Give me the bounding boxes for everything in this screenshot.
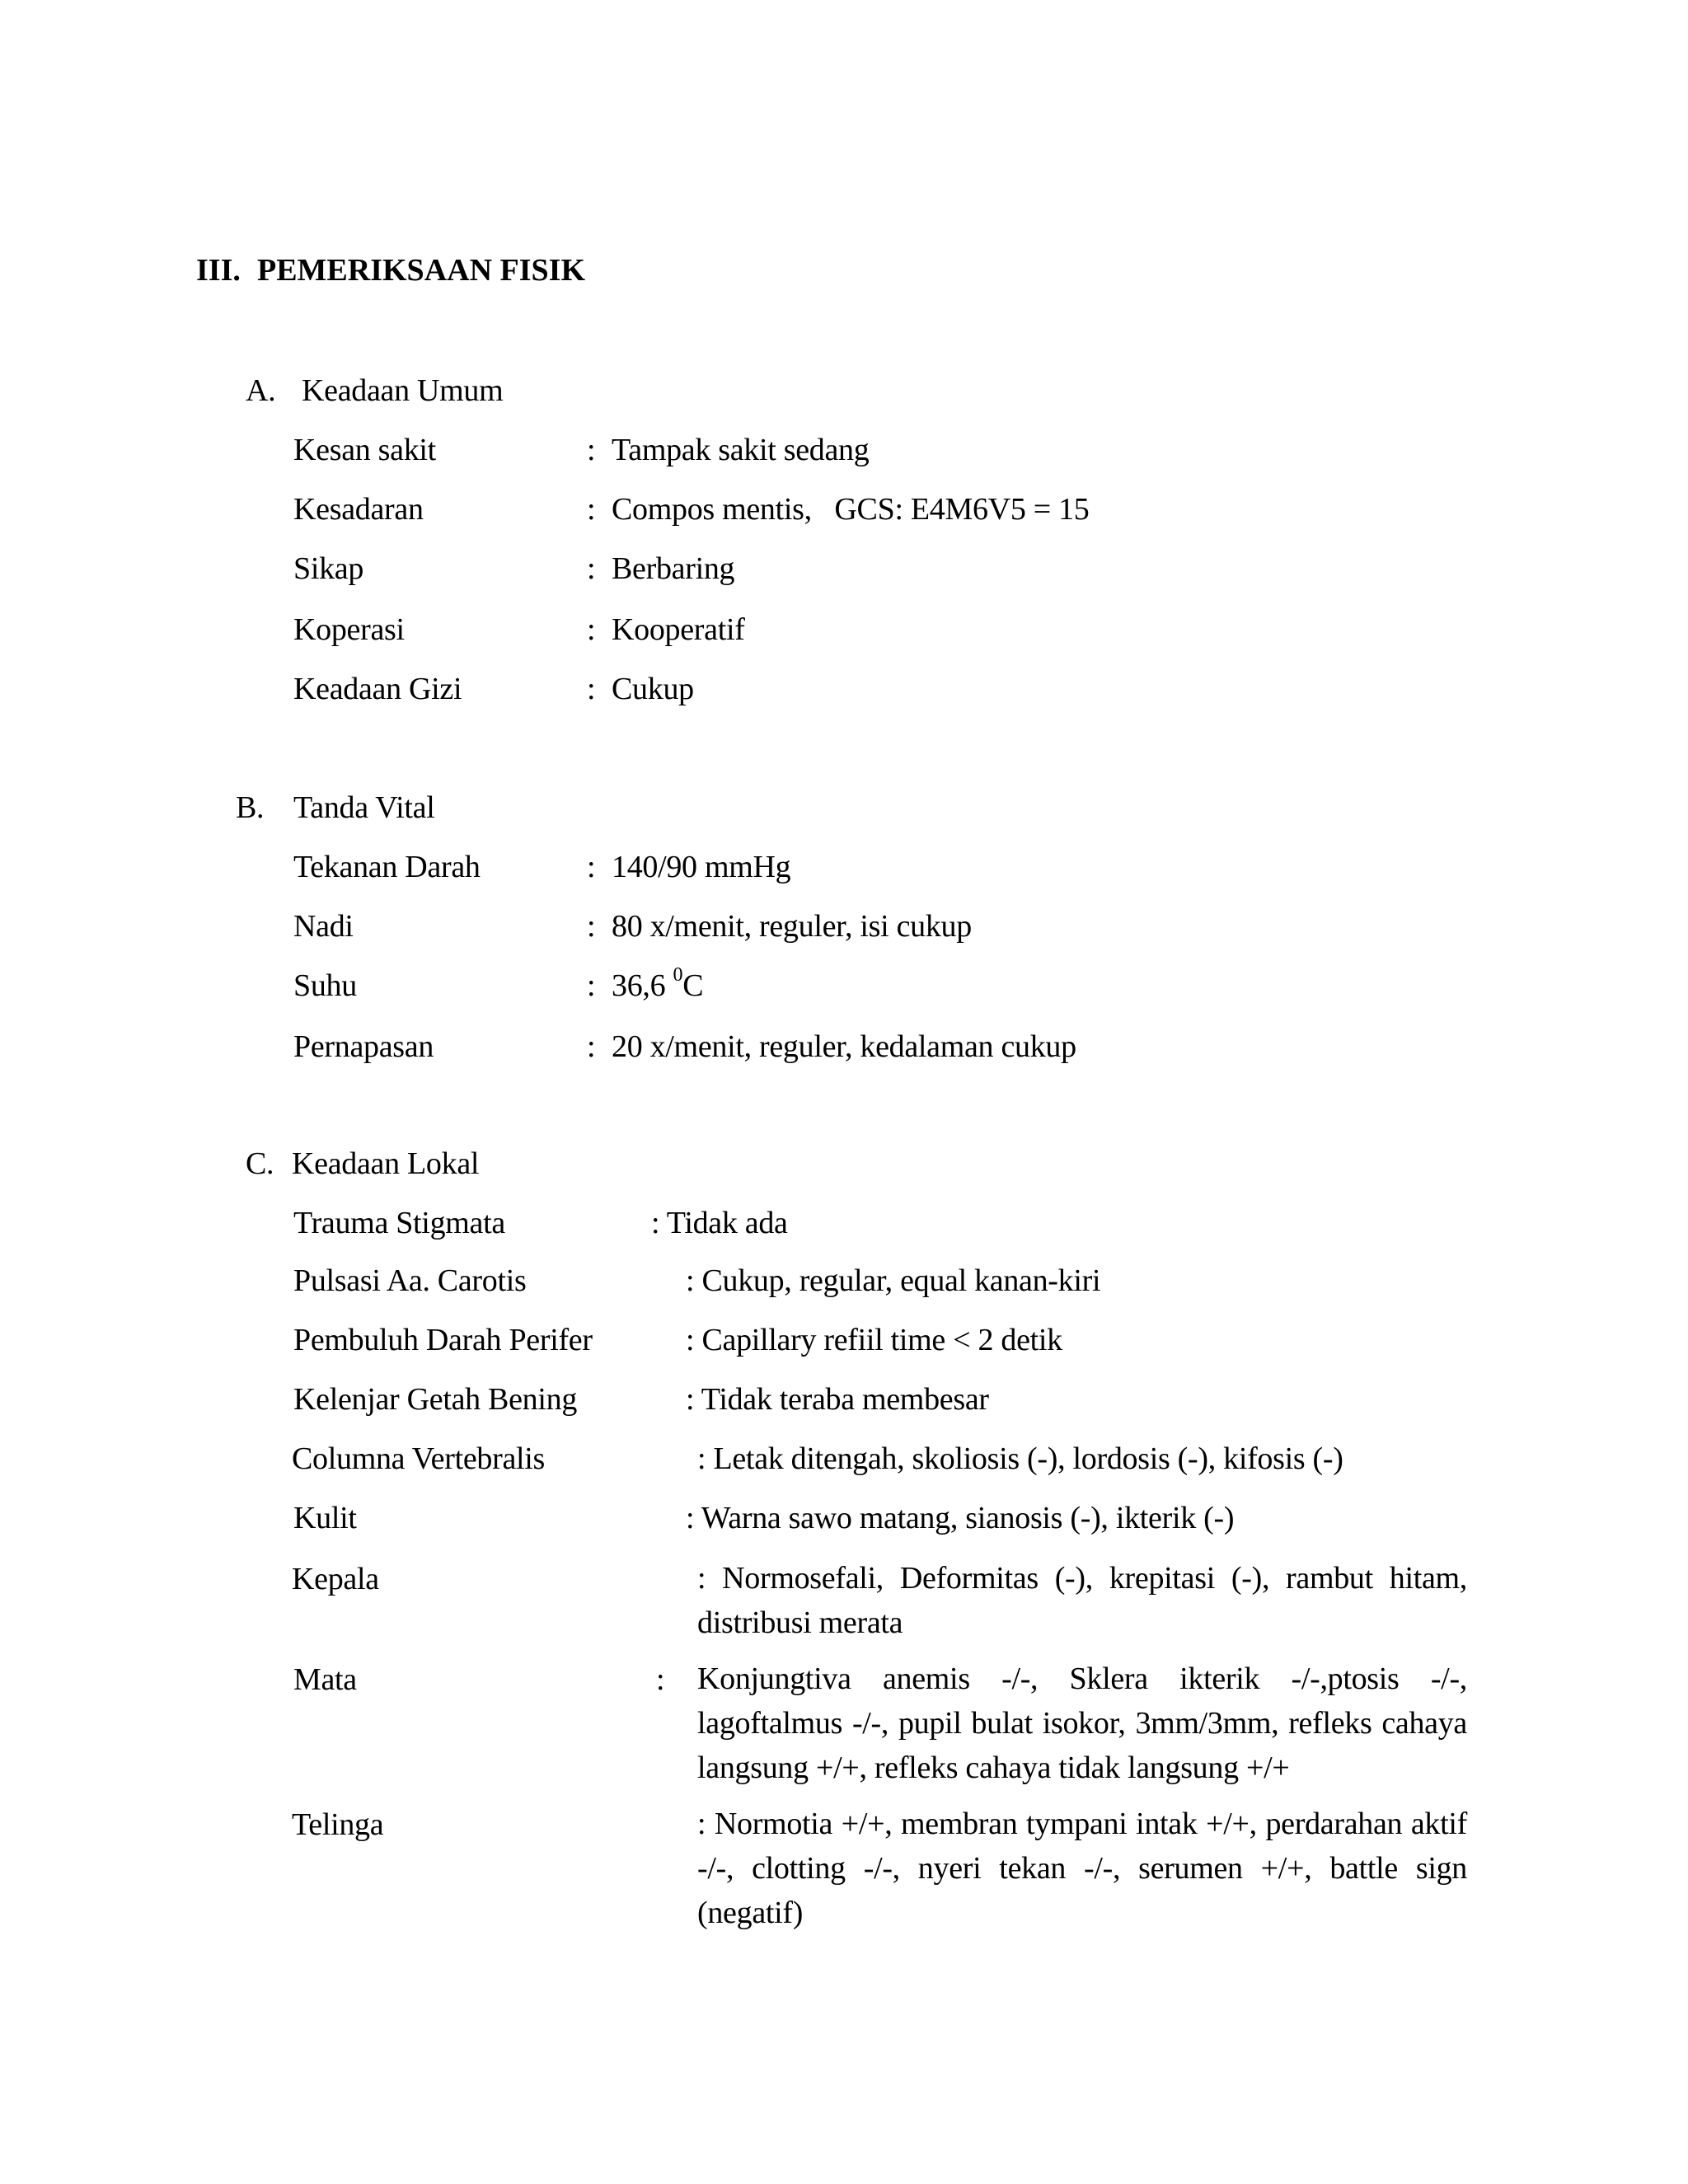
section-title: PEMERIKSAAN FISIK bbox=[257, 253, 585, 288]
row-label: Trauma Stigmata bbox=[293, 1206, 505, 1240]
row-label: Telinga bbox=[292, 1807, 384, 1842]
row-colon: : bbox=[587, 909, 596, 944]
row-label: Kelenjar Getah Bening bbox=[293, 1382, 578, 1417]
row-label: Keadaan Gizi bbox=[293, 672, 462, 706]
row-value-paragraph: : Normosefali, Deformitas (-), krepitasi (-), rambut hitam, distribusi merata bbox=[697, 1561, 1467, 1640]
subsection-letter-b: B. bbox=[236, 790, 265, 825]
row-colon: : bbox=[587, 612, 596, 647]
subsection-letter-a: A. bbox=[246, 373, 276, 408]
row-colon: : bbox=[587, 551, 596, 586]
degree-superscript: 0 bbox=[673, 964, 683, 987]
row-value-paragraph: : Normotia +/+, membran tympani intak +/+, perdarahan aktif -/-, clotting -/-, nyeri tekan -/-, serumen +/+, battle sign (negatif) bbox=[697, 1807, 1467, 1930]
row-label: Koperasi bbox=[293, 612, 405, 647]
row-label: Columna Vertebralis bbox=[292, 1441, 546, 1476]
row-colon: : bbox=[587, 672, 596, 706]
row-label: Sikap bbox=[293, 551, 364, 586]
row-value-paragraph: Konjungtiva anemis -/-, Sklera ikterik -/-,ptosis -/-, lagoftalmus -/-, pupil bulat isokor, 3mm/3mm, refleks cahaya langsung +/+, refleks cahaya tidak langsung +/+ bbox=[697, 1661, 1467, 1785]
row-value: 20 x/menit, reguler, kedalaman cukup bbox=[612, 1029, 1076, 1064]
row-colon: : bbox=[587, 1029, 596, 1064]
subsection-title-tanda-vital: Tanda Vital bbox=[293, 790, 435, 825]
temperature-unit: C bbox=[682, 968, 704, 1003]
row-colon: : bbox=[587, 492, 596, 527]
subsection-letter-c: C. bbox=[246, 1146, 274, 1181]
row-label: Tekanan Darah bbox=[293, 850, 481, 884]
row-label: Pembuluh Darah Perifer bbox=[293, 1323, 593, 1357]
row-colon: : bbox=[587, 433, 596, 467]
row-value: : Letak ditengah, skoliosis (-), lordosis (-), kifosis (-) bbox=[697, 1441, 1343, 1476]
row-label: Mata bbox=[293, 1662, 357, 1697]
row-colon: : bbox=[587, 968, 596, 1003]
row-value: Compos mentis, GCS: E4M6V5 = 15 bbox=[612, 492, 1090, 527]
row-label: Pernapasan bbox=[293, 1029, 434, 1064]
row-label: Kesadaran bbox=[293, 492, 424, 527]
row-value: Kooperatif bbox=[612, 612, 745, 647]
row-value: : Cukup, regular, equal kanan-kiri bbox=[686, 1263, 1101, 1298]
temperature-value: 36,6 bbox=[612, 968, 666, 1003]
row-value: : Warna sawo matang, sianosis (-), ikterik (-) bbox=[686, 1501, 1235, 1535]
row-label: Kesan sakit bbox=[293, 433, 436, 467]
row-value: Cukup bbox=[612, 672, 694, 706]
row-colon: : bbox=[587, 850, 596, 884]
row-value: 80 x/menit, reguler, isi cukup bbox=[612, 909, 972, 944]
row-value: 140/90 mmHg bbox=[612, 850, 791, 884]
subsection-title-keadaan-lokal: Keadaan Lokal bbox=[292, 1146, 480, 1181]
row-label: Kepala bbox=[292, 1562, 379, 1596]
row-value-temperature bbox=[612, 964, 703, 1007]
row-value: : Tidak ada bbox=[651, 1206, 788, 1240]
row-label: Suhu bbox=[293, 968, 357, 1003]
row-colon: : bbox=[656, 1662, 665, 1697]
row-value: Berbaring bbox=[612, 551, 735, 586]
subsection-title-keadaan-umum: Keadaan Umum bbox=[302, 373, 504, 408]
row-label: Nadi bbox=[293, 909, 354, 944]
section-number: III. bbox=[196, 253, 241, 288]
row-value: : Capillary refiil time < 2 detik bbox=[686, 1323, 1062, 1357]
row-value: Tampak sakit sedang bbox=[612, 433, 870, 467]
row-label: Kulit bbox=[293, 1501, 357, 1535]
row-label: Pulsasi Aa. Carotis bbox=[293, 1263, 527, 1298]
row-value: : Tidak teraba membesar bbox=[686, 1382, 989, 1417]
